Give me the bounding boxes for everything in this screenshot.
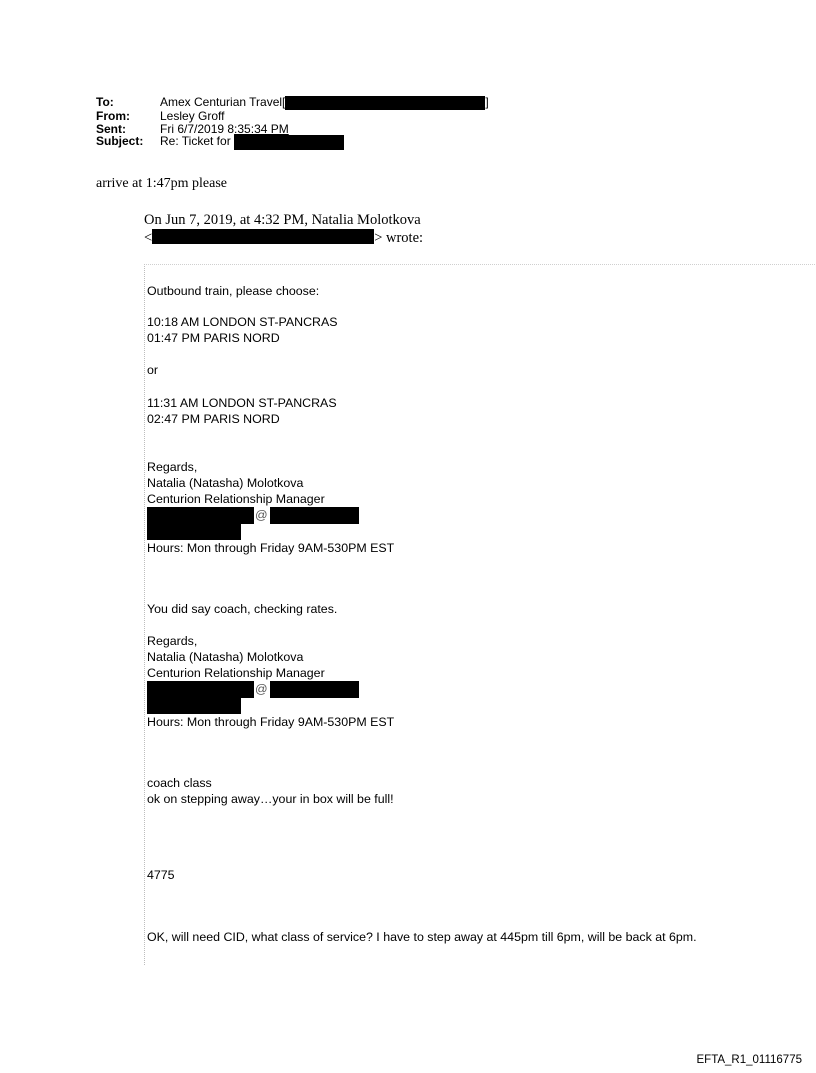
signature-title: Centurion Relationship Manager <box>147 492 325 506</box>
from-value: Lesley Groff <box>160 109 225 123</box>
redaction-bar <box>147 507 254 524</box>
sent-row <box>96 123 489 136</box>
option-1-arrival: 01:47 PM PARIS NORD <box>147 331 280 345</box>
signature-name: Natalia (Natasha) Molotkova <box>147 650 304 664</box>
redaction-bar <box>147 697 241 714</box>
to-value: Amex Centurian Travel[ <box>160 95 286 109</box>
email-header <box>96 96 489 150</box>
from-row <box>96 110 489 123</box>
signature-hours: Hours: Mon through Friday 9AM-530PM EST <box>147 715 395 729</box>
redaction-bar <box>147 523 241 540</box>
subject-row <box>96 135 489 150</box>
quote-sender-email <box>144 229 423 247</box>
redaction-bar <box>152 229 374 244</box>
coach-message: You did say coach, checking rates. <box>147 602 338 616</box>
stepping-away: ok on stepping away…your in box will be full! <box>147 792 394 806</box>
from-label: From: <box>96 109 130 123</box>
option-1-departure: 10:18 AM LONDON ST-PANCRAS <box>147 315 338 329</box>
redaction-bar <box>147 681 254 698</box>
wrote-text: > wrote: <box>374 230 424 246</box>
redaction-bar <box>270 681 359 698</box>
subject-value: Re: Ticket for <box>160 134 235 148</box>
number-line: 4775 <box>147 868 175 882</box>
to-row <box>96 96 489 110</box>
quote-header <box>144 212 423 247</box>
or-text: or <box>147 363 159 377</box>
signature-regards: Regards, <box>147 634 198 648</box>
signature-title: Centurion Relationship Manager <box>147 666 325 680</box>
signature-name: Natalia (Natasha) Molotkova <box>147 476 304 490</box>
option-2-departure: 11:31 AM LONDON ST-PANCRAS <box>147 396 337 410</box>
quote-header-line: On Jun 7, 2019, at 4:32 PM, Natalia Molotkova <box>144 212 421 228</box>
coach-class: coach class <box>147 776 212 790</box>
redaction-bar <box>285 96 485 110</box>
signature-regards: Regards, <box>147 460 198 474</box>
to-label: To: <box>96 95 114 109</box>
at-symbol: @ <box>255 508 268 522</box>
cid-message: OK, will need CID, what class of service? I have to step away at 445pm till 6pm, will be back at 6pm. <box>147 930 697 944</box>
signature-hours: Hours: Mon through Friday 9AM-530PM EST <box>147 541 395 555</box>
sent-label: Sent: <box>96 121 126 136</box>
sent-value-underlined: :35:34 PM <box>234 121 289 136</box>
outbound-prompt: Outbound train, please choose: <box>147 284 320 298</box>
subject-label: Subject: <box>96 134 144 148</box>
redaction-bar <box>270 507 359 524</box>
option-2-arrival: 02:47 PM PARIS NORD <box>147 412 280 426</box>
to-close-bracket: ] <box>485 95 489 109</box>
sent-value-part: Fri 6/7/2019 8 <box>160 121 235 136</box>
lt-symbol: < <box>144 230 153 246</box>
reply-line: arrive at 1:47pm please <box>96 176 228 191</box>
redaction-bar <box>234 135 344 150</box>
at-symbol: @ <box>255 682 268 696</box>
document-id: EFTA_R1_01116775 <box>696 1054 802 1066</box>
